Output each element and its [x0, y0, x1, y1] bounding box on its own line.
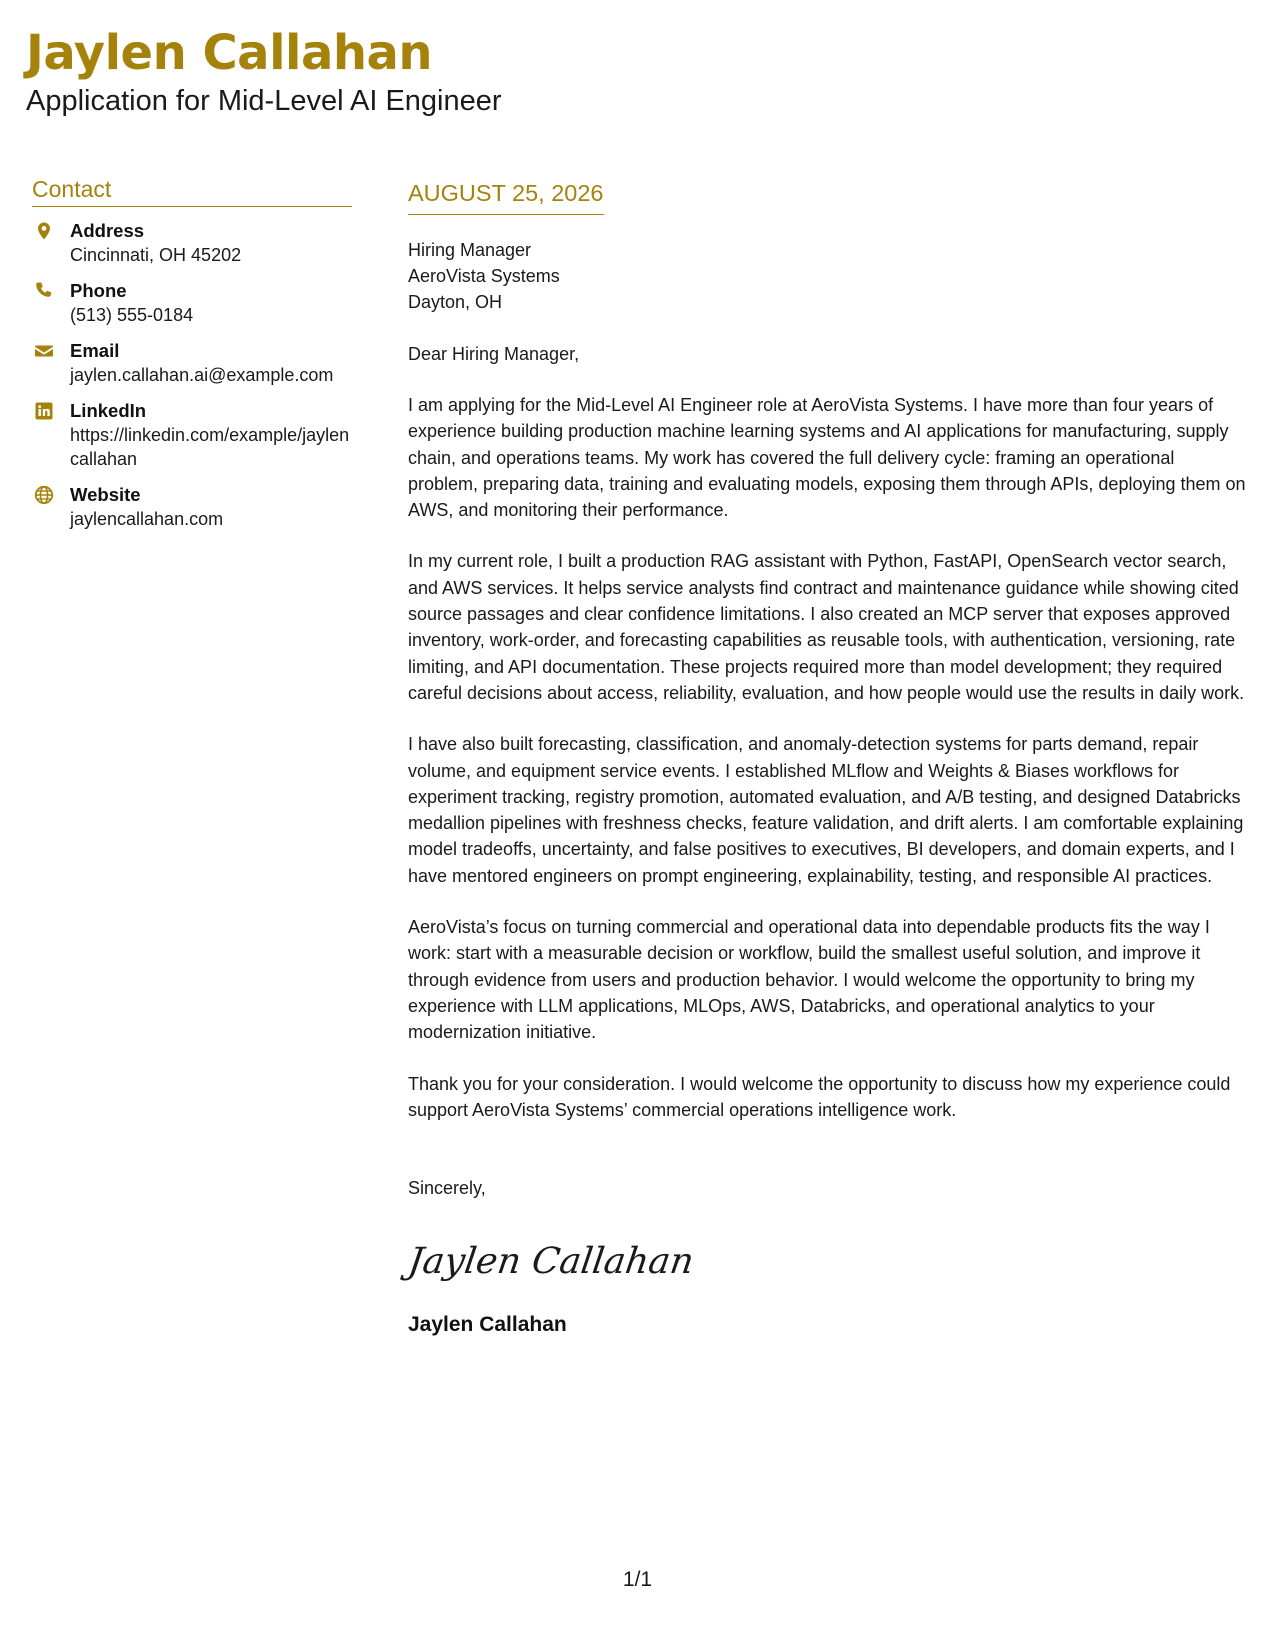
recipient-line: Dayton, OH: [408, 292, 503, 312]
globe-icon: [34, 485, 54, 505]
website-link[interactable]: jaylencallahan.com: [70, 509, 224, 529]
contact-sidebar: [32, 174, 352, 543]
contact-item-phone: [32, 279, 352, 327]
signature-text: Jaylen Callahan: [405, 1239, 697, 1283]
recipient-line: Hiring Manager: [408, 240, 532, 260]
letter-header: [26, 22, 502, 118]
signer-name: Jaylen Callahan: [408, 1313, 567, 1337]
letter-paragraph: In my current role, I built a production RAG assistant with Python, FastAPI, OpenSearch vector search, and AWS services. It helps service analysts find contract and maintenance guidance while showing cited source passages and clear confidence limitations. I also created an MCP server that exposes approved inventory, work-order, and forecasting capabilities as reusable tools, with authentication, versioning, rate limiting, and API documentation. These projects required more than model development; they required careful decisions about access, reliability, evaluation, and how people would use the results in daily work.: [408, 551, 1245, 703]
contact-label: Email: [70, 340, 120, 361]
contact-item-website: [32, 483, 352, 531]
envelope-icon: [34, 341, 54, 361]
contact-label: Website: [70, 484, 141, 505]
recipient-block: [408, 237, 1248, 315]
map-pin-icon: [34, 221, 54, 241]
recipient-line: AeroVista Systems: [408, 266, 560, 286]
email-link[interactable]: jaylen.callahan.ai@example.com: [70, 365, 334, 385]
letter-paragraph: Thank you for your consideration. I would welcome the opportunity to discuss how my experience could support AeroVista Systems’ commercial operations intelligence work.: [408, 1073, 1231, 1120]
letter-body: [405, 178, 1248, 1339]
letter-paragraph: I have also built forecasting, classification, and anomaly-detection systems for parts demand, repair volume, and equipment service events. I established MLflow and Weights & Biases workflows for experiment tracking, registry promotion, automated evaluation, and A/B testing, and designed Databricks medallion pipelines with freshness checks, feature validation, and drift alerts. I am comfortable explaining model tradeoffs, uncertainty, and false positives to executives, BI developers, and domain experts, and I have mentored engineers on prompt engineering, explainability, testing, and responsible AI practices.: [408, 734, 1244, 886]
letter-paragraph: I am applying for the Mid-Level AI Engineer role at AeroVista Systems. I have more than four years of experience building production machine learning systems and AI applications for manufacturing, supply chain, and operations teams. My work has covered the full delivery cycle: framing an operational problem, preparing data, training and evaluating models, exposing them through APIs, deploying them on AWS, and monitoring their performance.: [408, 395, 1246, 521]
contact-item-email: [32, 339, 352, 387]
contact-value: Cincinnati, OH 45202: [70, 245, 242, 265]
contact-item-linkedin: [32, 399, 352, 471]
contact-heading: Contact: [32, 174, 352, 207]
linkedin-link[interactable]: https://linkedin.com/example/jaylencallahan: [70, 425, 350, 469]
contact-label: LinkedIn: [70, 400, 147, 421]
salutation: Dear Hiring Manager,: [408, 344, 580, 364]
letter-paragraph: AeroVista’s focus on turning commercial and operational data into dependable products fits the way I work: start with a measurable decision or workflow, build the smallest useful solution, and improve it through evidence from users and production behavior. I would welcome the opportunity to bring my experience with LLM applications, MLOps, AWS, Databricks, and operational analytics to your modernization initiative.: [408, 917, 1210, 1043]
contact-value: (513) 555-0184: [70, 305, 194, 325]
linkedin-icon: [34, 401, 54, 421]
applicant-name: Jaylen Callahan: [26, 25, 433, 81]
page-number: 1/1: [622, 1568, 653, 1591]
closing: Sincerely,: [408, 1178, 486, 1199]
phone-icon: [34, 281, 54, 301]
letter-date: AUGUST 25, 2026: [408, 178, 604, 215]
contact-label: Address: [70, 220, 145, 241]
contact-label: Phone: [70, 280, 127, 301]
handwritten-signature: [405, 1223, 697, 1293]
application-subtitle: Application for Mid-Level AI Engineer: [26, 85, 502, 117]
contact-item-address: [32, 219, 352, 267]
